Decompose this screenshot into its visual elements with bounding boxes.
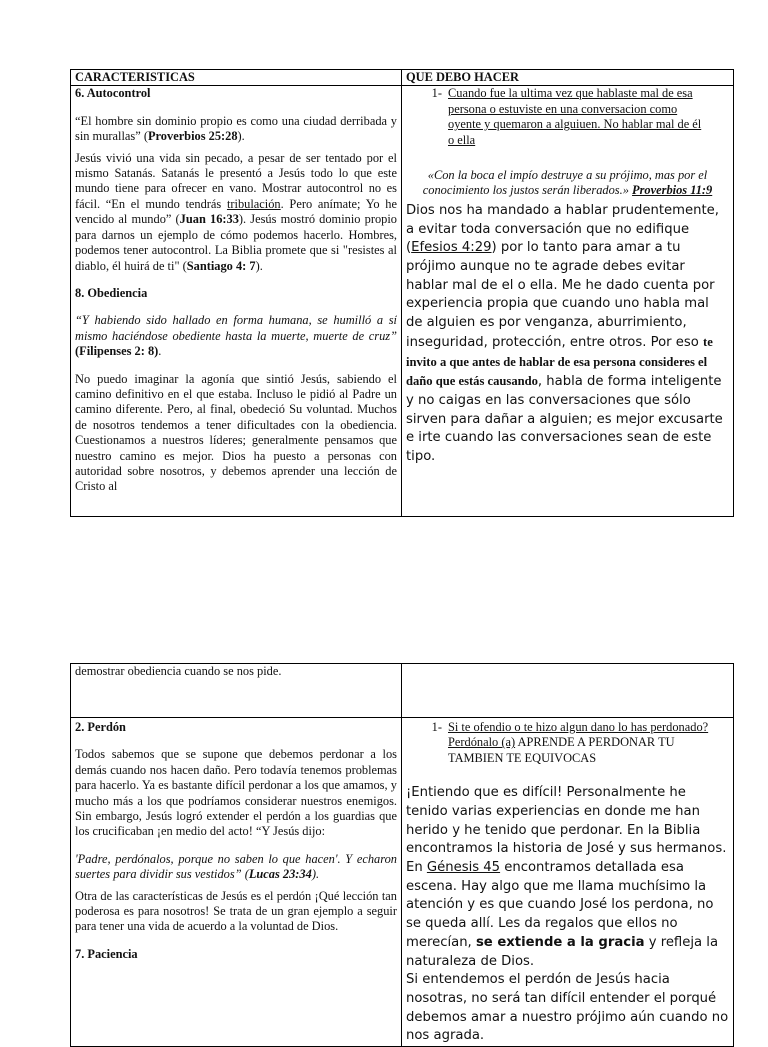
right-cell-perdonar bbox=[402, 718, 734, 1047]
heading-perdon: 2. Perdón bbox=[75, 720, 126, 734]
left-cell-autocontrol-obediencia bbox=[71, 86, 402, 517]
continuation-cell: demostrar obediencia cuando se nos pide. bbox=[71, 664, 402, 718]
list-item: 1- Cuando fue la ultima vez que hablaste mal de esa persona o estuviste en una conversacion como oyente y quemaron a alguiuen. No hablar mal de él o ella bbox=[431, 86, 702, 147]
table-header-row bbox=[71, 70, 734, 86]
heading-autocontrol: 6. Autocontrol bbox=[75, 86, 151, 101]
paragraph-perdon-2: Otra de las características de Jesús es el perdón ¡Qué lección tan poderosa es para nosotros! Se trata de un gran ejemplo a seguir para tener una vida de acuerdo a la voluntad de Dios. bbox=[75, 888, 397, 934]
quote-filipenses: “Y habiendo sido hallado en forma humana, se humilló a sí mismo haciéndose obediente hasta la muerte, muerte de cruz” (Filipenses 2: 8). bbox=[75, 313, 397, 359]
paragraph-obediencia: No puedo imaginar la agonía que sintió Jesús, sabiendo el camino definitivo en el que estaba. Incluso le pidió al Padre un camino diferente. Pero, al final, obedeció Su voluntad. Muchos de nosotros tendemos a tener dificultades con la obediencia. Cuestionamos a nuestros líderes; generalmente pensamos que nuestro camino es mejor. Dios ha puesto a personas con autoridad sobre nosotros, y debemos aprender una lección de Cristo al bbox=[75, 371, 397, 494]
header-caracteristicas: CARACTERISTICAS bbox=[71, 70, 402, 86]
paragraph-si-entendemos: Si entendemos el perdón de Jesús hacia nosotras, no será tan difícil entender el porqué debemos amar a nuestro prójimo aún cuando no nos agrada. bbox=[406, 972, 729, 1044]
paragraph-autocontrol: Jesús vivió una vida sin pecado, a pesar de ser tentado por el mismo Satanás. Satanás le presentó a Jesús todo lo que este mundo tiene para ofrecer en vano. Mostrar autocontrol no es fácil. “En el mundo tendrás tribulación. Pero anímate; Yo he vencido al mundo” (Juan 16:33). Jesús mostró dominio propio para darnos un ejemplo de cómo podemos hacerlo. Hombres, podemos tener autocontrol. La Biblia promete que si "resistes al diablo, él huirá de ti" (Santiago 4: 7). bbox=[75, 150, 397, 273]
right-cell-no-hablar-mal bbox=[402, 86, 734, 517]
paragraph-entiendo: ¡Entiendo que es difícil! Personalmente he tenido varias experiencias en donde me han herido y he tenido que perdonar. En la Biblia encontramos la historia de José y sus hermanos. En Génesis 45 encontramos detallada esa escena. Hay algo que me llama muchísimo la atención y es que cuando José los perdona, no se queda allí. Les da regalos que ellos no merecían, se extiende a la gracia y refleja la naturaleza de Dios. bbox=[406, 785, 727, 969]
link-genesis[interactable]: Génesis 45 bbox=[426, 860, 501, 876]
quote-lucas: 'Padre, perdónalos, porque no saben lo que hacen'. Y echaron suertes para dividir sus vestidos” (Lucas 23:34). bbox=[75, 851, 397, 882]
table-row-continuation bbox=[71, 664, 734, 718]
characteristics-table-1 bbox=[70, 69, 734, 517]
quote-proverbios: “El hombre sin dominio propio es como una ciudad derribada y sin murallas” (Proverbios 25:28). bbox=[75, 113, 397, 144]
paragraph-hablar-prudentemente: Dios nos ha mandado a hablar prudentemente, a evitar toda conversación que no edifique (Efesios 4:29) por lo tanto para amar a tu prójimo aunque no te agrade debes evitar hablar mal de el o ella. Me he dado cuenta por experiencia propia que cuando uno habla mal de alguien es por venganza, aburrimiento, inseguridad, protección, entre otros. Por eso te invito a que antes de hablar de esa persona consideres el daño que estás causando, habla de forma inteligente y no caigas en las conversaciones que sólo sirven para dañar a alguien; es mejor excusarte e irte cuando las conversaciones sean de este tipo. bbox=[406, 202, 723, 465]
heading-obediencia: 8. Obediencia bbox=[75, 285, 148, 300]
heading-paciencia: 7. Paciencia bbox=[75, 946, 138, 961]
characteristics-table-2 bbox=[70, 663, 734, 1047]
paragraph-perdon: Todos sabemos que se supone que debemos perdonar a los demás cuando nos hacen daño. Pero todavía tenemos problemas para hacerlo. Ya es bastante difícil perdonar a los que amamos, y mucho más a los que podríamos considerar nuestros enemigos. Sin embargo, Jesús logró extender el perdón a los guardias que los crucificaban ¡en medio del acto! “Y Jesús dijo: bbox=[75, 747, 397, 839]
header-que-debo-hacer: QUE DEBO HACER bbox=[402, 70, 734, 86]
empty-cell bbox=[402, 664, 734, 718]
list-item: 1- Si te ofendio o te hizo algun dano lo has perdonado?Perdónalo (a) APRENDE A PERDONAR TU TAMBIEN TE EQUIVOCAS bbox=[431, 720, 709, 765]
table-row bbox=[71, 86, 734, 517]
left-cell-perdon bbox=[71, 718, 402, 1047]
table-row bbox=[71, 718, 734, 1047]
link-efesios[interactable]: Efesios 4:29 bbox=[411, 240, 492, 256]
verse-proverbios: «Con la boca el impío destruye a su prójimo, mas por el conocimiento los justos serán liberados.» Proverbios 11:9 bbox=[422, 168, 713, 198]
link-tribulacion[interactable]: tribulación bbox=[226, 196, 281, 211]
